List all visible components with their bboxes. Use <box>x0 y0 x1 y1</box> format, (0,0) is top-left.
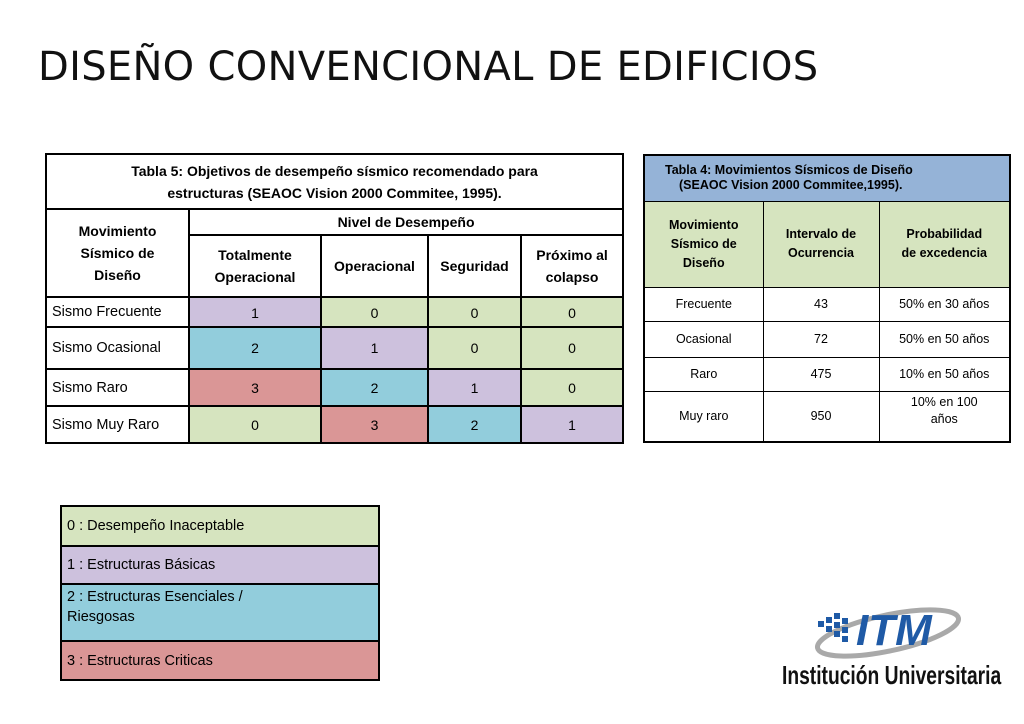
performance-objectives-table <box>45 153 624 444</box>
table-cell: Raro <box>644 357 763 391</box>
table5-header-level: Nivel de Desempeño <box>189 209 623 235</box>
table5-header-operational: Operacional <box>321 235 428 297</box>
table-row <box>644 357 1010 391</box>
table4-caption: Tabla 4: Movimientos Sísmicos de Diseño (SEAOC Vision 2000 Commitee,1995). <box>644 155 1010 201</box>
slide-title: DISEÑO CONVENCIONAL DE EDIFICIOS <box>38 44 819 90</box>
table-row <box>46 369 623 406</box>
table-cell: 950 <box>763 391 879 442</box>
table-cell: 43 <box>763 287 879 321</box>
table-cell: 50% en 50 años <box>879 321 1010 357</box>
table-cell: 1 <box>321 327 428 369</box>
table-cell: 0 <box>521 327 623 369</box>
table-row <box>46 327 623 369</box>
legend <box>60 505 380 681</box>
row-label: Sismo Frecuente <box>46 297 189 327</box>
row-label: Sismo Ocasional <box>46 327 189 369</box>
table-cell: 2 <box>428 406 521 443</box>
table-cell: 50% en 30 años <box>879 287 1010 321</box>
table-cell: 10% en 50 años <box>879 357 1010 391</box>
table5-header-movement: Movimiento Sísmico de Diseño <box>46 209 189 297</box>
row-label: Sismo Raro <box>46 369 189 406</box>
table-cell: 0 <box>428 297 521 327</box>
table-cell: Frecuente <box>644 287 763 321</box>
table-cell: 0 <box>521 297 623 327</box>
table-cell: 2 <box>321 369 428 406</box>
table5-caption: Tabla 5: Objetivos de desempeño sísmico recomendado para estructuras (SEAOC Vision 2000 Commitee, 1995). <box>46 154 623 209</box>
table5-header-near-collapse: Próximo al colapso <box>521 235 623 297</box>
design-seismic-movements-table <box>643 154 1011 443</box>
table-cell: 3 <box>321 406 428 443</box>
table-cell: 72 <box>763 321 879 357</box>
table-cell: 475 <box>763 357 879 391</box>
table-row <box>46 406 623 443</box>
table4-header-interval: Intervalo de Ocurrencia <box>763 201 879 287</box>
row-label: Sismo Muy Raro <box>46 406 189 443</box>
table4-header-probability: Probabilidad de excedencia <box>879 201 1010 287</box>
table-cell: 3 <box>189 369 321 406</box>
logo-text: Institución Universitaria <box>782 660 1002 690</box>
table-cell: 2 <box>189 327 321 369</box>
table-cell: Ocasional <box>644 321 763 357</box>
table-row <box>644 287 1010 321</box>
table-cell: 0 <box>521 369 623 406</box>
table-cell: 0 <box>428 327 521 369</box>
legend-item: 3 : Estructuras Criticas <box>61 641 379 680</box>
legend-item: 0 : Desempeño Inaceptable <box>61 506 379 546</box>
table-row <box>644 321 1010 357</box>
table-cell: 0 <box>189 406 321 443</box>
logo-mark: ITM <box>856 606 932 655</box>
table4-header-movement: Movimiento Sísmico de Diseño <box>644 201 763 287</box>
table-cell: 1 <box>521 406 623 443</box>
table-cell: 1 <box>189 297 321 327</box>
legend-item: 2 : Estructuras Esenciales / Riesgosas <box>61 584 379 641</box>
table-row <box>46 297 623 327</box>
legend-item: 1 : Estructuras Básicas <box>61 546 379 584</box>
table-cell: 1 <box>428 369 521 406</box>
table-cell: 10% en 100 años <box>879 391 1010 442</box>
table-cell: Muy raro <box>644 391 763 442</box>
table5-header-totally-operational: Totalmente Operacional <box>189 235 321 297</box>
table-cell: 0 <box>321 297 428 327</box>
table5-header-safety: Seguridad <box>428 235 521 297</box>
table-row <box>644 391 1010 442</box>
